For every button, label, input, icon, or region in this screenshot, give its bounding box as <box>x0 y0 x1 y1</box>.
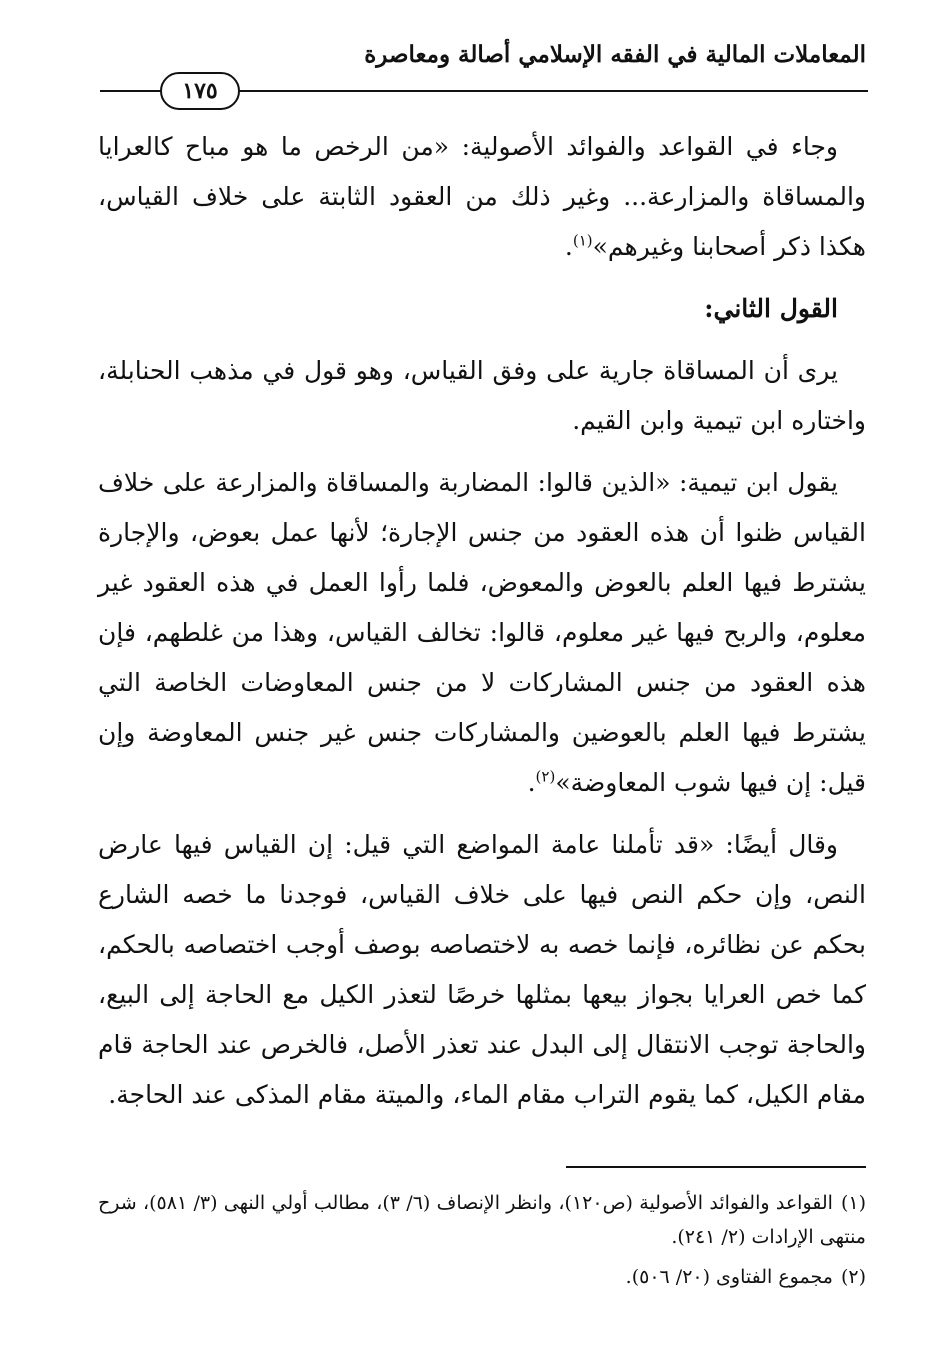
footnote-2 <box>98 1260 866 1294</box>
paragraph-1-end: . <box>564 232 573 261</box>
main-text <box>98 122 866 1132</box>
paragraph-3-text: يقول ابن تيمية: «الذين قالوا: المضاربة والمساقاة والمزارعة على خلاف القياس ظنوا أن هذه العقود من جنس الإجارة؛ لأنها عمل بعوض، والإجارة يشترط فيها العلم بالعوض والمعوض، فلما رأوا العمل في هذه العقود غير معلوم، والربح فيها غير معلوم، قالوا: تخالف القياس، وهذا من غلطهم، فإن هذه العقود من جنس المشاركات لا من جنس المعاوضات الخاصة التي يشترط فيها العلم بالعوضين والمشاركات جنس غير جنس المعاوضة وإن قيل: إن فيها شوب المعاوضة» <box>98 468 866 797</box>
paragraph-3 <box>98 458 866 808</box>
paragraph-1 <box>98 122 866 272</box>
footnote-1 <box>98 1186 866 1254</box>
paragraph-4: وقال أيضًا: «قد تأملنا عامة المواضع التي قيل: إن القياس فيها عارض النص، وإن حكم النص فيها على خلاف القياس، فوجدنا ما خصه الشارع بحكم عن نظائره، فإنما خصه به لاختصاصه بوصف أوجب اختصاصه بالحكم، كما خص العرايا بجواز بيعها بمثلها خرصًا لتعذر الكيل مع الحاجة إلى البيع، والحاجة توجب الانتقال إلى البدل عند تعذر الأصل، فالخرص عند الحاجة قام مقام الكيل، كما يقوم التراب مقام الماء، والميتة مقام المذكى عند الحاجة. <box>98 830 866 1109</box>
footnote-2-number: (٢) <box>840 1266 866 1288</box>
paragraph-1-text: وجاء في القواعد والفوائد الأصولية: «من الرخص ما هو مباح كالعرايا والمساقاة والمزارعة... وغير ذلك من العقود الثابتة على خلاف القياس، هكذا ذكر أصحابنا وغيرهم» <box>98 132 866 261</box>
section-heading: القول الثاني: <box>704 294 838 323</box>
footnote-ref-2[interactable]: (٢) <box>535 767 556 786</box>
footnote-1-text: القواعد والفوائد الأصولية (ص١٢٠)، وانظر الإنصاف (٦/ ٣)، مطالب أولي النهى (٣/ ٥٨١)، شرح منتهى الإرادات (٢/ ٢٤١). <box>98 1192 866 1248</box>
footnote-2-text: مجموع الفتاوى (٢٠/ ٥٠٦). <box>625 1266 833 1288</box>
running-header: المعاملات المالية في الفقه الإسلامي أصالة ومعاصرة <box>364 41 866 68</box>
paragraph-2: يرى أن المساقاة جارية على وفق القياس، وهو قول في مذهب الحنابلة، واختاره ابن تيمية وابن القيم. <box>98 356 866 435</box>
paragraph-3-end: . <box>527 768 536 797</box>
footnote-1-number: (١) <box>840 1192 866 1214</box>
page-number-badge: ١٧٥ <box>160 72 240 110</box>
footnote-rule <box>566 1166 866 1168</box>
footnote-ref-1[interactable]: (١) <box>572 231 593 250</box>
footnotes <box>98 1186 866 1300</box>
